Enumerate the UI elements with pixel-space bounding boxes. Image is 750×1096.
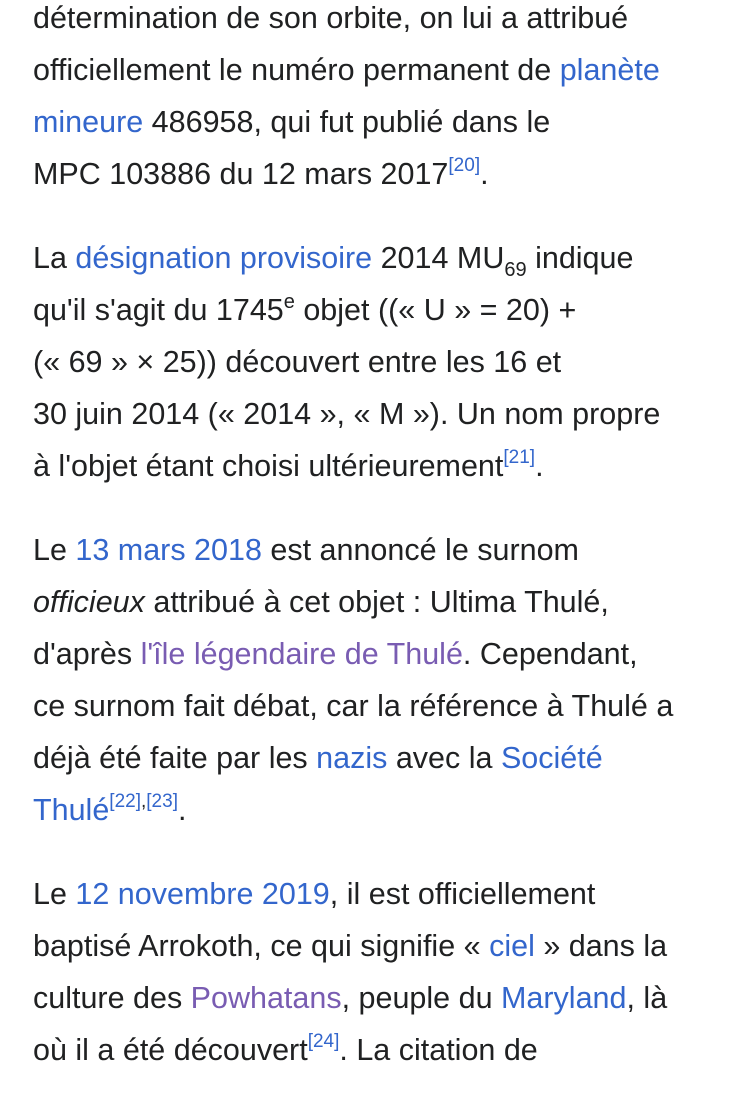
text: , là	[626, 981, 668, 1015]
paragraph-4-line-2	[33, 920, 667, 972]
paragraph-1-line-4	[33, 148, 489, 200]
paragraph-1-line-3	[33, 96, 550, 148]
paragraph-4-line-4	[33, 1024, 538, 1076]
text: Le	[33, 533, 76, 567]
link-societe-thule[interactable]: Société	[500, 741, 603, 775]
text: (« 69 » × 25)) découvert entre les 16 et	[33, 345, 562, 379]
text: attribué à cet objet : Ultima Thulé,	[144, 585, 609, 619]
text: , il est officiellement	[329, 877, 596, 911]
text: Le	[33, 877, 76, 911]
paragraph-1-line-1	[33, 0, 628, 44]
paragraph-3-line-6	[33, 784, 186, 836]
text: objet ((« U » = 20) +	[294, 293, 577, 327]
reference-separator: ,	[141, 791, 147, 812]
reference-24[interactable]: [24]	[307, 1031, 340, 1052]
paragraph-3-line-2	[33, 576, 609, 628]
text: détermination de son orbite, on lui a attribué	[33, 1, 629, 35]
superscript: e	[283, 291, 295, 313]
paragraph-3-line-5	[33, 732, 603, 784]
link-designation-provisoire[interactable]: désignation provisoire	[75, 241, 373, 275]
link-13-mars-2018[interactable]: 13 mars 2018	[75, 533, 262, 567]
link-planete-mineure[interactable]: planète	[559, 53, 660, 87]
text: officiellement le numéro permanent de	[33, 53, 560, 87]
paragraph-2-line-5	[33, 440, 544, 492]
text: à l'objet étant choisi ultérieurement	[33, 449, 504, 483]
paragraph-4-line-1	[33, 868, 595, 920]
text: déjà été faite par les	[33, 741, 317, 775]
paragraph-4-line-3	[33, 972, 667, 1024]
text: .	[177, 793, 187, 827]
link-powhatans[interactable]: Powhatans	[190, 981, 342, 1015]
link-ile-legendaire-thule[interactable]: l'île légendaire de Thulé	[140, 637, 463, 671]
text: La	[33, 241, 76, 275]
text: .	[535, 449, 544, 483]
text: 30 juin 2014 (« 2014 », « M »). Un nom propre	[33, 397, 661, 431]
paragraph-2-line-2	[33, 284, 576, 336]
paragraph-3-line-4	[33, 680, 673, 732]
text: d'après	[33, 637, 141, 671]
link-ciel[interactable]: ciel	[489, 929, 535, 963]
text: .	[480, 157, 489, 191]
text: » dans la	[534, 929, 668, 963]
text: indique	[526, 241, 634, 275]
text: ce surnom fait débat, car la référence à Thulé a	[33, 689, 674, 723]
text: baptisé Arrokoth, ce qui signifie «	[33, 929, 490, 963]
reference-21[interactable]: [21]	[503, 447, 536, 468]
link-maryland[interactable]: Maryland	[501, 981, 627, 1015]
text: culture des	[33, 981, 191, 1015]
text: . La citation de	[339, 1033, 538, 1067]
paragraph-3-line-3	[33, 628, 638, 680]
reference-20[interactable]: [20]	[448, 155, 481, 176]
text: est annoncé le surnom	[261, 533, 579, 567]
link-societe-thule-cont[interactable]: Thulé	[33, 793, 110, 827]
link-12-novembre-2019[interactable]: 12 novembre 2019	[75, 877, 330, 911]
text: où il a été découvert	[33, 1033, 308, 1067]
link-planete-mineure-cont[interactable]: mineure	[33, 105, 144, 139]
italic-text: officieux	[33, 585, 145, 619]
reference-22[interactable]: [22]	[109, 791, 141, 812]
paragraph-2-line-3	[33, 336, 561, 388]
subscript: 69	[504, 259, 527, 281]
text: avec la	[387, 741, 501, 775]
text: . Cependant,	[462, 637, 638, 671]
text: qu'il s'agit du 1745	[33, 293, 284, 327]
text: 486958, qui fut publié dans le	[143, 105, 551, 139]
text: , peuple du	[341, 981, 502, 1015]
reference-23[interactable]: [23]	[146, 791, 178, 812]
paragraph-2-line-1	[33, 232, 633, 284]
text: MPC 103886 du 12 mars 2017	[33, 157, 449, 191]
paragraph-3-line-1	[33, 524, 579, 576]
link-nazis[interactable]: nazis	[316, 741, 388, 775]
text: 2014 MU	[372, 241, 505, 275]
paragraph-2-line-4	[33, 388, 660, 440]
paragraph-1-line-2	[33, 44, 660, 96]
